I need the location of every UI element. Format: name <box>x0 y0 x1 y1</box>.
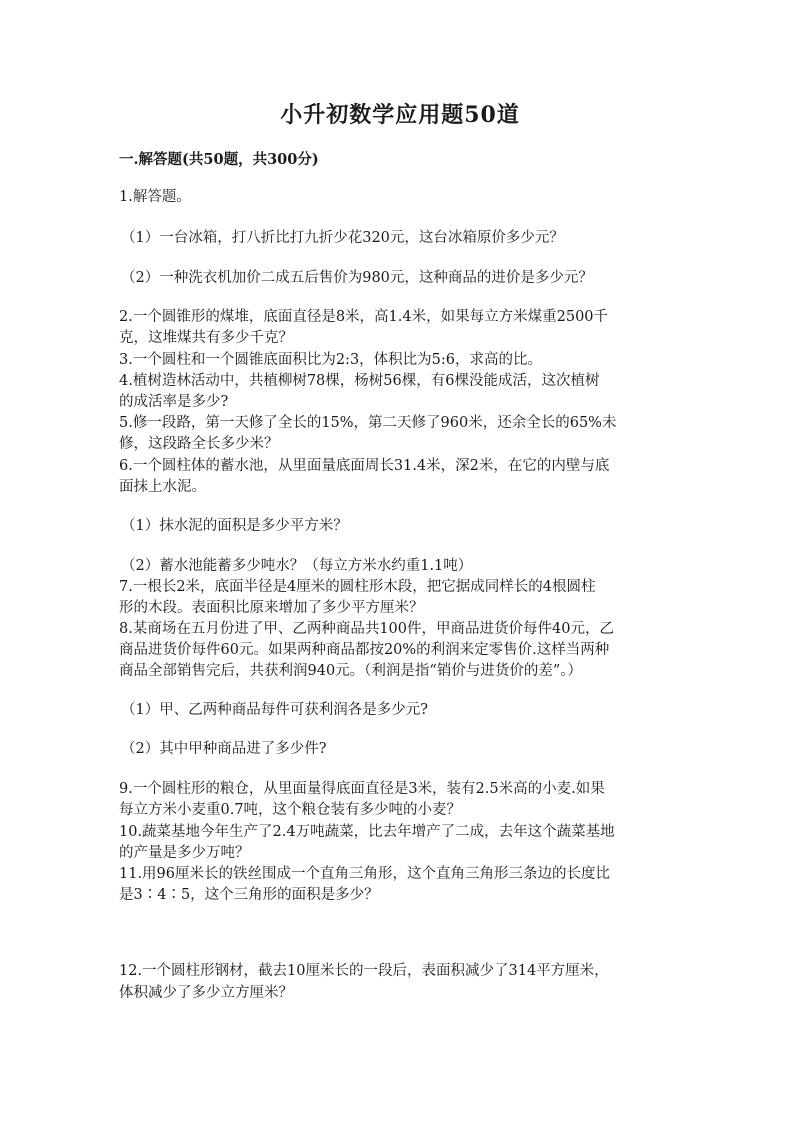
question-12-line-1: 12.一个圆柱形钢材，截去10厘米长的一段后，表面积减少了314平方厘米， <box>119 963 609 979</box>
question-7-line-1: 7.一根长2米，底面半径是4厘米的圆柱形木段，把它据成同样长的4根圆柱 <box>119 579 596 595</box>
question-2-line-1: 2.一个圆锥形的煤堆，底面直径是8米，高1.4米，如果每立方米煤重2500千 <box>119 309 609 325</box>
question-11-line-1: 11.用96厘米长的铁丝围成一个直角三角形，这个直角三角形三条边的长度比 <box>119 866 611 882</box>
section-heading: 一.解答题(共50题，共300分) <box>119 151 319 168</box>
question-9-line-1: 9.一个圆柱形的粮仓，从里面量得底面直径是3米，装有2.5米高的小麦.如果 <box>119 781 605 797</box>
question-5-line-1: 5.修一段路，第一天修了全长的15%，第二天修了960米，还余全长的65%未 <box>119 415 617 431</box>
question-8-line-2: 商品进货价每件60元。如果两种商品都按20%的利润来定零售价.这样当两种 <box>119 642 610 658</box>
question-6-part-1: （1）抹水泥的面积是多少平方米？ <box>121 518 348 534</box>
question-5-line-2: 修，这段路全长多少米？ <box>119 436 279 452</box>
question-9-line-2: 每立方米小麦重0.7吨，这个粮仓装有多少吨的小麦？ <box>119 802 462 818</box>
question-10-line-1: 10.蔬菜基地今年生产了2.4万吨蔬菜，比去年增产了二成，去年这个蔬菜基地 <box>119 824 615 840</box>
question-8-line-3: 商品全部销售完后，共获利润940元。（利润是指“销价与进货价的差”。） <box>119 663 582 679</box>
question-12-line-2: 体积减少了多少立方厘米？ <box>119 985 293 1001</box>
question-3-line-1: 3.一个圆柱和一个圆锥底面积比为2:3，体积比为5:6，求高的比。 <box>119 352 543 368</box>
question-6-part-2: （2）蓄水池能蓄多少吨水？（每立方米水约重1.1吨） <box>121 558 473 574</box>
question-11-line-2: 是3∶4∶5，这个三角形的面积是多少？ <box>119 887 379 903</box>
page-title: 小升初数学应用题50道 <box>280 102 520 128</box>
question-8-line-1: 8.某商场在五月份进了甲、乙两种商品共100件，甲商品进货价每件40元，乙 <box>119 621 614 637</box>
question-1-part-1: （1）一台冰箱，打八折比打九折少花320元，这台冰箱原价多少元？ <box>121 230 564 246</box>
question-2-line-2: 克，这堆煤共有多少千克？ <box>119 330 293 346</box>
question-8-part-2: （2）其中甲种商品进了多少件? <box>121 741 327 757</box>
question-7-line-2: 形的木段。表面积比原来增加了多少平方厘米？ <box>119 600 424 616</box>
question-1-line-1: 1.解答题。 <box>119 189 191 205</box>
question-4-line-1: 4.植树造林活动中，共植柳树78棵，杨树56棵，有6棵没能成活，这次植树 <box>119 373 600 389</box>
question-4-line-2: 的成活率是多少? <box>119 394 229 410</box>
question-6-line-2: 面抹上水泥。 <box>119 479 206 495</box>
question-1-part-2: （2）一种洗衣机加价二成五后售价为980元，这种商品的进价是多少元？ <box>121 270 593 286</box>
question-10-line-2: 的产量是多少万吨？ <box>119 845 250 861</box>
question-6-line-1: 6.一个圆柱体的蓄水池，从里面量底面周长31.4米，深2米，在它的内壁与底 <box>119 458 610 474</box>
question-8-part-1: （1）甲、乙两种商品每件可获利润各是多少元? <box>121 702 428 718</box>
